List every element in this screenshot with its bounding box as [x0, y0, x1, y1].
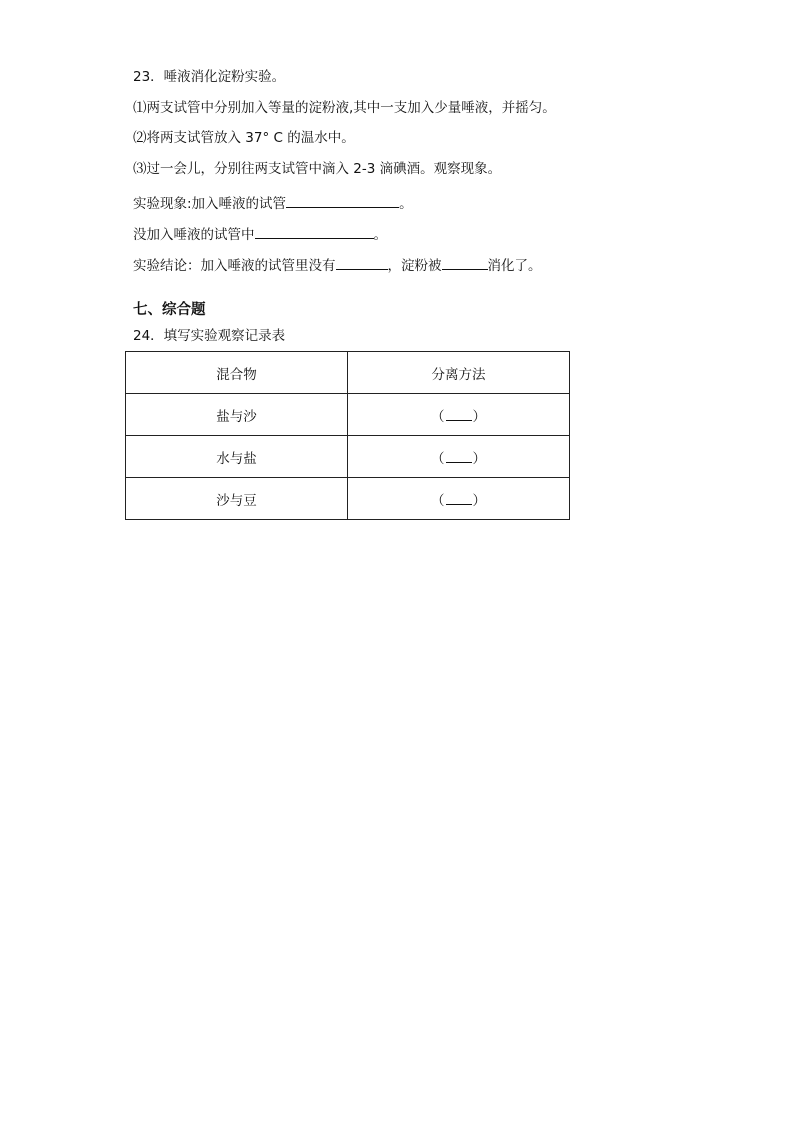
q23-title: 23．唾液消化淀粉实验。 — [133, 69, 286, 85]
conclusion-suffix: 消化了。 — [487, 258, 542, 274]
q23-conclusion-line — [133, 255, 542, 275]
conclusion-prefix: 实验结论：加入唾液的试管里没有 — [133, 258, 336, 274]
mixture-cell: 沙与豆 — [126, 478, 348, 520]
q24-title: 24．填写实验观察记录表 — [133, 328, 286, 344]
method-answer-blank[interactable] — [446, 492, 472, 505]
method-answer-blank[interactable] — [446, 450, 472, 463]
close-paren: ） — [472, 408, 486, 425]
phenomenon-suffix: 。 — [399, 196, 413, 212]
header-separation-method: 分离方法 — [348, 352, 570, 394]
phenomenon2-answer-blank[interactable] — [255, 224, 374, 239]
phenomenon2-suffix: 。 — [373, 227, 387, 243]
q23-step3: ⑶过一会儿，分别往两支试管中滴入 2-3 滴碘酒。观察现象。 — [133, 161, 502, 177]
section-7-title: 七、综合题 — [133, 302, 206, 318]
header-mixture: 混合物 — [126, 352, 348, 394]
table-row — [126, 394, 570, 436]
q23-step2: ⑵将两支试管放入 37° C 的温水中。 — [133, 130, 355, 146]
q23-step1: ⑴两支试管中分别加入等量的淀粉液,其中一支加入少量唾液，并摇匀。 — [133, 100, 556, 116]
table-header-row — [126, 352, 570, 394]
method-cell — [348, 436, 570, 478]
method-cell — [348, 478, 570, 520]
table-row — [126, 478, 570, 520]
open-paren: （ — [431, 492, 445, 509]
q23-phenomenon-line — [133, 193, 413, 213]
mixture-cell: 盐与沙 — [126, 394, 348, 436]
conclusion-answer-blank-2[interactable] — [442, 255, 488, 270]
phenomenon2-prefix: 没加入唾液的试管中 — [133, 227, 255, 243]
phenomenon-prefix: 实验现象:加入唾液的试管 — [133, 196, 287, 212]
phenomenon-answer-blank[interactable] — [286, 193, 399, 208]
close-paren: ） — [472, 450, 486, 467]
observation-record-table — [125, 351, 570, 520]
open-paren: （ — [431, 408, 445, 425]
close-paren: ） — [472, 492, 486, 509]
conclusion-answer-blank-1[interactable] — [336, 255, 388, 270]
table-row — [126, 436, 570, 478]
q23-phenomenon2-line — [133, 224, 387, 244]
open-paren: （ — [431, 450, 445, 467]
method-cell — [348, 394, 570, 436]
conclusion-middle: ，淀粉被 — [387, 258, 442, 274]
method-answer-blank[interactable] — [446, 408, 472, 421]
mixture-cell: 水与盐 — [126, 436, 348, 478]
